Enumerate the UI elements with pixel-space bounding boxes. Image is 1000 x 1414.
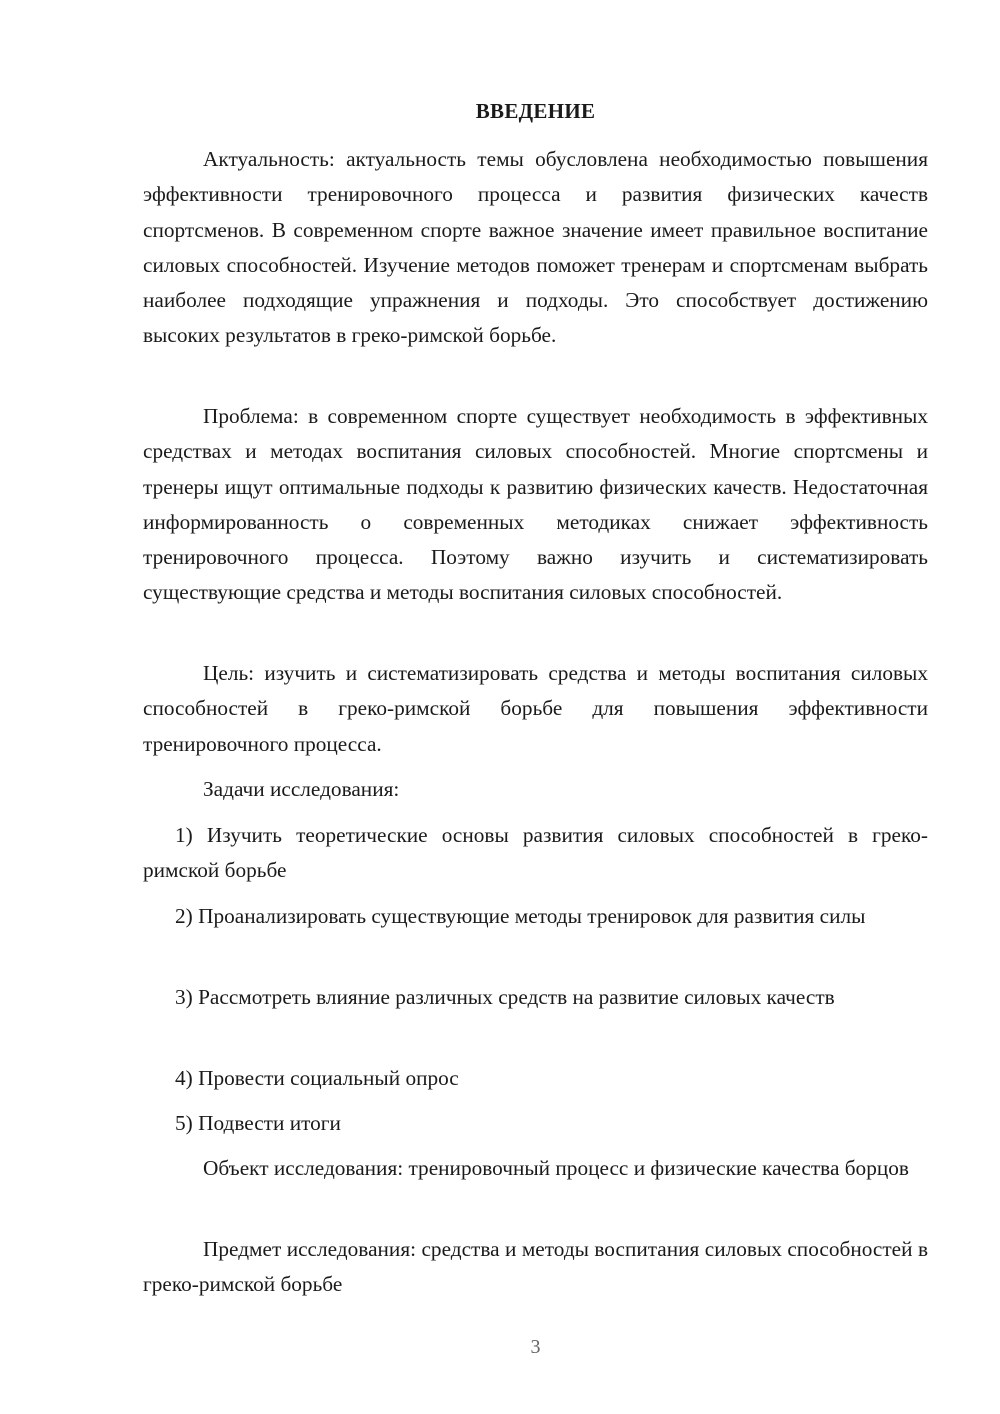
page-number: 3 [530, 1336, 541, 1358]
task-item-4: 4) Провести социальный опрос [175, 1066, 459, 1090]
document-page [143, 0, 928, 1414]
task-item-3: 3) Рассмотреть влияние различных средств на развитие силовых качеств [175, 985, 835, 1009]
section-title: ВВЕДЕНИЕ [475, 99, 596, 123]
tasks-heading: Задачи исследования: [203, 777, 400, 801]
task-item-5: 5) Подвести итоги [175, 1111, 341, 1135]
goal-paragraph: Цель: изучить и систематизировать средства и методы воспитания силовых способностей в греко-римской борьбе для повышения эффективности тренировочного процесса. [143, 661, 928, 756]
relevance-paragraph: Актуальность: актуальность темы обусловлена необходимостью повышения эффективности тренировочного процесса и развития физических качеств спортсменов. В современном спорте важное значение имеет правильное воспитание силовых способностей. Изучение методов поможет тренерам и спортсменам выбрать наиболее подходящие упражнения и подходы. Это способствует достижению высоких результатов в греко-римской борьбе. [143, 147, 928, 348]
problem-paragraph: Проблема: в современном спорте существует необходимость в эффективных средствах и методах воспитания силовых способностей. Многие спортсмены и тренеры ищут оптимальные подходы к развитию физических качеств. Недостаточная информированность о современных методиках снижает эффективность тренировочного процесса. Поэтому важно изучить и систематизировать существующие средства и методы воспитания силовых способностей. [143, 404, 928, 605]
object-paragraph: Объект исследования: тренировочный процесс и физические качества борцов [203, 1156, 909, 1180]
task-item-2: 2) Проанализировать существующие методы тренировок для развития силы [175, 904, 866, 928]
subject-paragraph: Предмет исследования: средства и методы воспитания силовых способностей в греко-римской борьбе [143, 1237, 928, 1297]
task-item-1: 1) Изучить теоретические основы развития силовых способностей в греко-римской борьбе [143, 823, 928, 883]
